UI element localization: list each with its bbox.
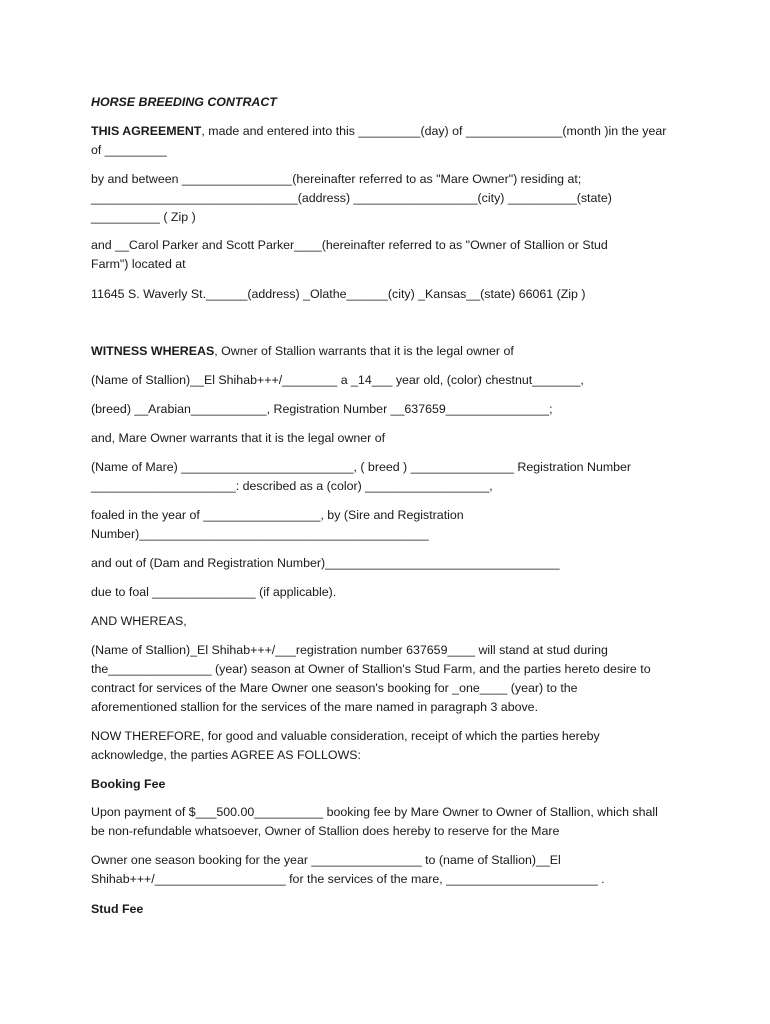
stand-line-1: (Name of Stallion)_El Shihab+++/___registration number 637659____ will stand at stud during [91, 643, 608, 657]
mare-owner-warrant: and, Mare Owner warrants that it is the legal owner of [91, 431, 386, 445]
now-therefore-line-1: NOW THEREFORE, for good and valuable consideration, receipt of which the parties hereby [91, 729, 600, 743]
stallion-breed-line: (breed) __Arabian___________, Registration Number __637659_______________; [91, 402, 553, 416]
season-booking-paragraph [91, 851, 691, 889]
foaled-line-2: Number)__________________________________________ [91, 527, 429, 541]
stallion-owner-line-2: Farm") located at [91, 257, 186, 271]
stallion-owner-paragraph [91, 236, 691, 274]
foaled-line-1: foaled in the year of _________________, by (Sire and Registration [91, 508, 464, 522]
mare-owner-line-1: by and between ________________(hereinafter referred to as "Mare Owner") residing at; [91, 172, 582, 186]
agreement-text: , made and entered into this _________(day) of ______________(month )in the year [201, 124, 667, 138]
mare-name-paragraph [91, 458, 691, 496]
witness-lead: WITNESS WHEREAS [91, 344, 215, 358]
stand-paragraph [91, 641, 691, 717]
booking-fee-line-2: be non-refundable whatsoever, Owner of Stallion does hereby to reserve for the Mare [91, 824, 560, 838]
mare-name-line-1: (Name of Mare) _________________________, ( breed ) _______________ Registration Number [91, 460, 632, 474]
mare-owner-line-2: ______________________________(address) __________________(city) __________(state) [91, 191, 612, 205]
foal-line: due to foal _______________ (if applicable). [91, 585, 337, 599]
mare-owner-line-3: __________ ( Zip ) [91, 210, 196, 224]
and-whereas: AND WHEREAS, [91, 614, 187, 628]
stallion-owner-address: 11645 S. Waverly St.______(address) _Olathe______(city) _Kansas__(state) 66061 (Zip ) [91, 287, 586, 301]
season-booking-line-2: Shihab+++/___________________ for the services of the mare, ______________________ . [91, 872, 605, 886]
stand-line-4: aforementioned stallion for the services of the mare named in paragraph 3 above. [91, 700, 539, 714]
witness-text: , Owner of Stallion warrants that it is the legal owner of [214, 344, 514, 358]
season-booking-line-1: Owner one season booking for the year ________________ to (name of Stallion)__El [91, 853, 561, 867]
foaled-paragraph [91, 506, 691, 544]
booking-fee-paragraph [91, 803, 691, 841]
mare-owner-paragraph [91, 170, 691, 227]
mare-name-line-2: _____________________: described as a (color) __________________, [91, 479, 493, 493]
agreement-line-1 [91, 122, 691, 141]
stand-line-2: the_______________ (year) season at Owner of Stallion's Stud Farm, and the parties hereto desire to [91, 662, 651, 676]
stallion-owner-line-1: and __Carol Parker and Scott Parker____(hereinafter referred to as "Owner of Stallion or Stud [91, 238, 608, 252]
agreement-line-2: of _________ [91, 143, 167, 157]
dam-line: and out of (Dam and Registration Number)__________________________________ [91, 556, 560, 570]
stand-line-3: contract for services of the Mare Owner one season's booking for _one____ (year) to the [91, 681, 578, 695]
stallion-name-line: (Name of Stallion)__El Shihab+++/________ a _14___ year old, (color) chestnut_______, [91, 373, 584, 387]
stud-fee-heading: Stud Fee [91, 902, 144, 916]
agreement-lead: THIS AGREEMENT [91, 124, 202, 138]
booking-fee-line-1: Upon payment of $___500.00__________ booking fee by Mare Owner to Owner of Stallion, which shall [91, 805, 658, 819]
now-therefore-line-2: acknowledge, the parties AGREE AS FOLLOWS: [91, 748, 361, 762]
agreement-paragraph [91, 122, 691, 160]
now-therefore-paragraph [91, 727, 691, 765]
booking-fee-heading: Booking Fee [91, 777, 166, 791]
document-title: HORSE BREEDING CONTRACT [91, 95, 277, 109]
witness-paragraph [91, 342, 691, 361]
